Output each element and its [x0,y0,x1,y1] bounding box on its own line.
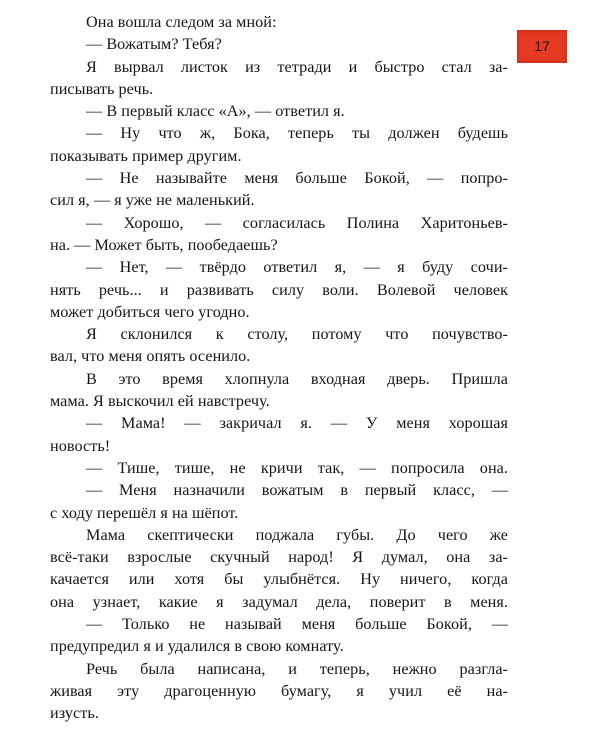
text-line: писывать речь. [50,79,154,98]
text-line: Я склонился к столу, потому что почувство- [86,325,508,344]
text-line: вал, что меня опять осенило. [50,347,251,366]
text-line: качается или хотя бы улыбнётся. Ну ничего, когда [50,570,508,589]
text-line: изусть. [50,704,99,723]
page-text [50,11,508,725]
text-line: Я вырвал листок из тетради и быстро стал за- [86,57,508,76]
text-line: с ходу перешёл я на шёпот. [50,503,239,522]
text-line: на. — Может быть, пообедаешь? [50,235,278,254]
text-line: мама. Я выскочил ей навстречу. [50,392,270,411]
text-line: — Ну что ж, Бока, теперь ты должен будешь [86,124,508,143]
text-line: — Тише, тише, не кричи так, — попросила она. [86,458,508,477]
text-line: новость! [50,436,111,455]
text-line: Она вошла следом за мной: [86,13,277,31]
text-line: она узнает, какие я задумал дела, поверит в меня. [50,592,508,611]
text-line: В это время хлопнула входная дверь. Пришла [86,369,508,388]
text-line: Речь была написана, и теперь, нежно разгла- [86,659,508,678]
page-number: 17 [534,38,550,54]
text-line: показывать пример другим. [50,146,242,165]
text-line: — Мама! — закричал я. — У меня хорошая [86,414,508,433]
text-line: — Меня назначили вожатым в первый класс, — [86,481,508,500]
text-line: — Вожатым? Тебя? [86,35,222,54]
text-line: предупредил я и удалился в свою комнату. [50,637,344,656]
text-line: всё-таки взрослые скучный народ! Я думал, она за- [50,548,508,567]
text-line: — Хорошо, — согласилась Полина Харитоньев- [86,213,508,232]
text-line: нять речь... и развивать силу воли. Волевой человек [50,280,508,299]
text-line: — Нет, — твёрдо ответил я, — я буду сочи- [86,258,508,277]
text-line: живая эту драгоценную бумагу, я учил её на- [50,681,508,700]
text-line: — Не называйте меня больше Бокой, — попро- [86,169,508,188]
text-line: сил я, — я уже не маленький. [50,191,255,210]
text-line: может добиться чего угодно. [50,302,250,321]
text-line: — Только не называй меня больше Бокой, — [86,615,508,634]
text-line: Мама скептически поджала губы. До чего же [86,525,508,544]
page-number-tab [517,30,567,63]
text-line: — В первый класс «А», — ответил я. [86,102,345,121]
